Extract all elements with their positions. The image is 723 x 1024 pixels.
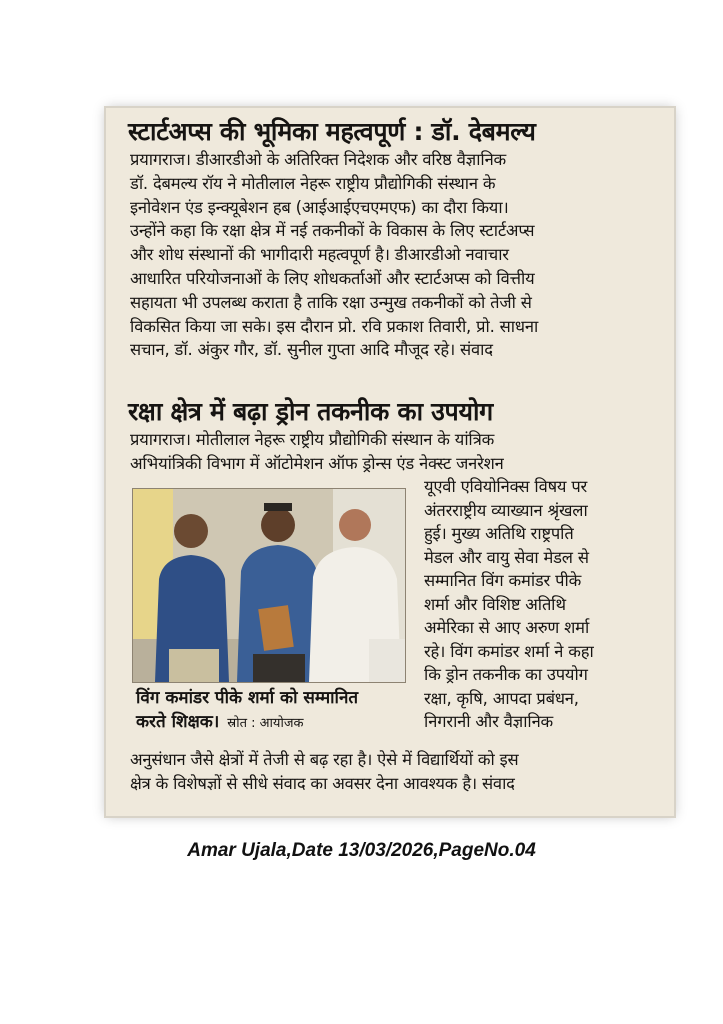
article-line: सचान, डॉ. अंकुर गौर, डॉ. सुनील गुप्ता आदि मौजूद रहे। संवाद	[130, 340, 493, 360]
caption-line: विंग कमांडर पीके शर्मा को सम्मानित	[136, 688, 359, 708]
article-line: सम्मानित विंग कमांडर पीके	[424, 571, 582, 590]
news-photo	[132, 488, 406, 683]
source-footer: Amar Ujala,Date 13/03/2026,PageNo.04	[187, 840, 536, 861]
article-line: अंतरराष्ट्रीय व्याख्यान श्रृंखला	[424, 500, 588, 520]
article-line: सहायता भी उपलब्ध कराता है ताकि रक्षा उन्मुख तकनीकों को तेजी से	[130, 292, 532, 312]
article-line: अनुसंधान जैसे क्षेत्रों में तेजी से बढ़ रहा है। ऐसे में विद्यार्थियों को इस	[130, 750, 519, 769]
article-line: मेडल और वायु सेवा मेडल से	[424, 547, 589, 567]
article-line: क्षेत्र के विशेषज्ञों से सीधे संवाद का अवसर देना आवश्यक है। संवाद	[130, 773, 515, 793]
article-headline: रक्षा क्षेत्र में बढ़ा ड्रोन तकनीक का उपयोग	[128, 397, 493, 426]
article-line: उन्होंने कहा कि रक्षा क्षेत्र में नई तकनीकों के विकास के लिए स्टार्टअप्स	[130, 221, 535, 241]
article-line: रक्षा, कृषि, आपदा प्रबंधन,	[424, 688, 579, 708]
article-line: प्रयागराज। मोतीलाल नेहरू राष्ट्रीय प्रौद्योगिकी संस्थान के यांत्रिक	[130, 430, 495, 449]
article-line: हुई। मुख्य अतिथि राष्ट्रपति	[424, 524, 574, 543]
caption-line	[136, 710, 412, 736]
photo-illustration	[133, 489, 405, 682]
article-startups	[106, 116, 674, 362]
article-line: निगरानी और वैज्ञानिक	[424, 712, 554, 731]
article-line: प्रयागराज। डीआरडीओ के अतिरिक्त निदेशक और वरिष्ठ वैज्ञानिक	[130, 150, 507, 169]
newspaper-clipping	[106, 108, 674, 816]
article-line: विकसित किया जा सके। इस दौरान प्रो. रवि प्रकाश तिवारी, प्रो. साधना	[130, 316, 539, 336]
article-line: शर्मा और विशिष्ट अतिथि	[424, 594, 566, 614]
article-body	[106, 148, 674, 362]
article-line: रहे। विंग कमांडर शर्मा ने कहा	[424, 641, 594, 661]
photo-source: स्रोत : आयोजक	[227, 716, 304, 731]
article-line: डॉ. देबमल्य रॉय ने मोतीलाल नेहरू राष्ट्रीय प्रौद्योगिकी संस्थान के	[130, 173, 496, 193]
caption-text: करते शिक्षक।	[136, 712, 220, 732]
photo-caption	[130, 686, 412, 736]
article-line: यूएवी एवियोनिक्स विषय पर	[424, 477, 588, 496]
article-line: कि ड्रोन तकनीक का उपयोग	[424, 665, 588, 684]
article-line: अमेरिका से आए अरुण शर्मा	[424, 618, 590, 637]
article-continuation	[106, 748, 674, 795]
article-headline: स्टार्टअप्स की भूमिका महत्वपूर्ण : डॉ. देबमल्य	[128, 117, 536, 146]
article-line: आधारित परियोजनाओं के लिए शोधकर्ताओं और स्टार्टअप्स को वित्तीय	[130, 268, 535, 288]
article-line: अभियांत्रिकी विभाग में ऑटोमेशन ऑफ ड्रोन्स एंड नेक्स्ट जनरेशन	[130, 453, 504, 473]
article-line: इनोवेशन एंड इन्क्यूबेशन हब (आईआईएचएमएफ) का दौरा किया।	[130, 197, 509, 217]
article-line: और शोध संस्थानों की भागीदारी महत्वपूर्ण है। डीआरडीओ नवाचार	[130, 245, 509, 265]
